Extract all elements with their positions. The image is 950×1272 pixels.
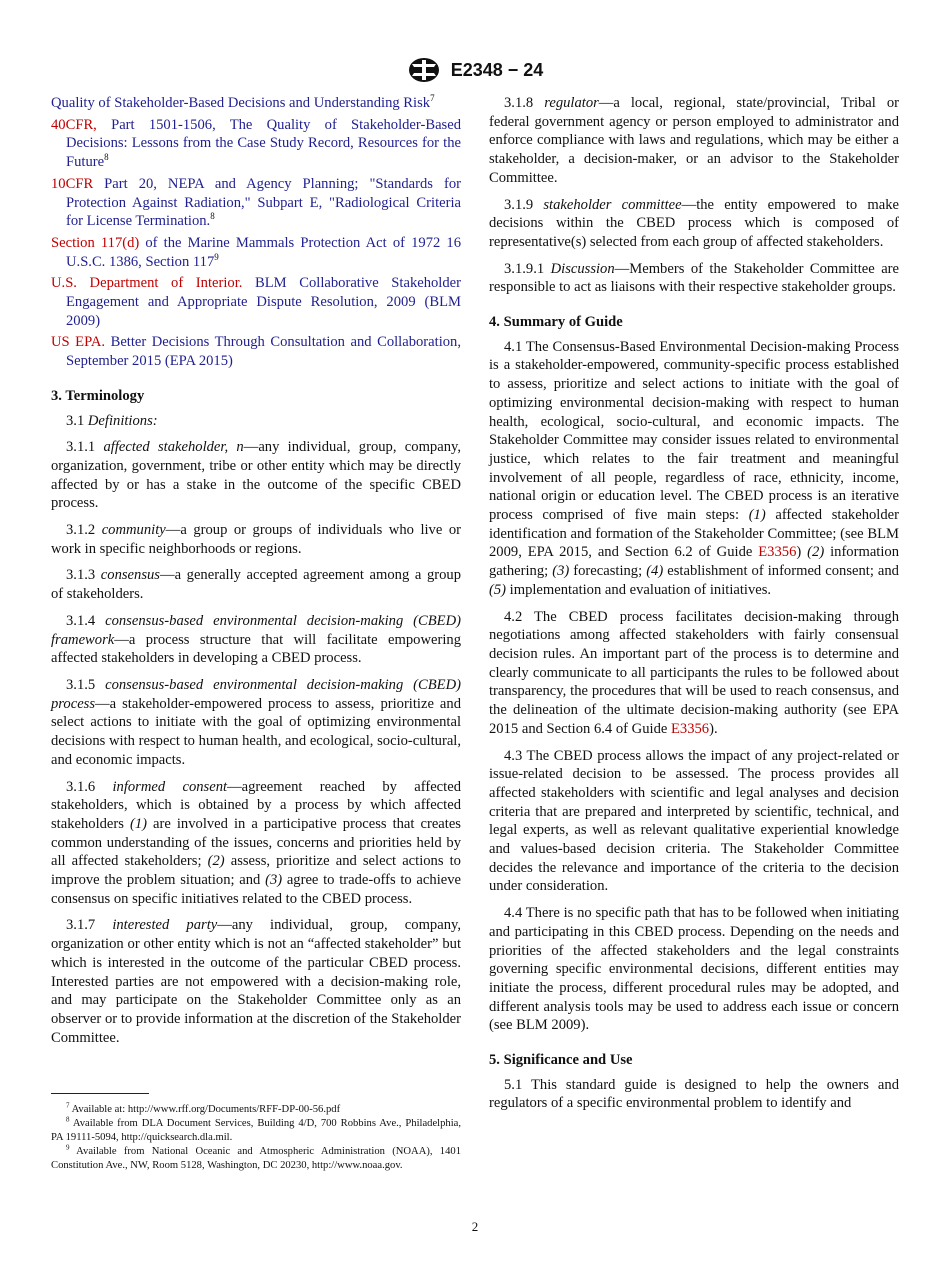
reference-item: Section 117(d) of the Marine Mammals Protection Act of 1972 16 U.S.C. 1386, Section $117^9$ bbox=[51, 234, 461, 270]
reference-link[interactable]: BLM Collaborative Stakeholder Engagement and Appropriate Dispute Resolution, 2009 (BLM 2009) bbox=[66, 275, 461, 329]
definition-paragraph: 3.1.8 regulator—a local, regional, state/provincial, Tribal or federal government agency or person employed to administrator and enforce compliance with laws and regulations, which may be either a stakeholder, a decision-maker, or an advisor to the Stakeholder Committee. bbox=[489, 95, 900, 186]
definition-paragraph: 3.1.7 interested party—any individual, group, company, organization or other entity which is not an “affected stakeholder” but which is interested in the outcome of the particular CBED process. Interested parties are not empowered with a decision-making role, and may participate on the Stakeholder Committee only as an observer or to provide information at the discretion of the Stakeholder Committee. bbox=[51, 917, 461, 1046]
discussion-paragraph: 3.1.9.1 Discussion—Members of the Stakeholder Committee are responsible to act as liaisons with their respective stakeholder groups. bbox=[489, 260, 900, 296]
body-paragraph: 5.1 This standard guide is designed to help the owners and regulators of a specific environmental problem to identify and bbox=[489, 1076, 899, 1112]
definition-paragraph: 3.1.4 consensus-based environmental decision-making (CBED) framework—a process structure that will facilitate empowering affected stakeholders in developing a CBED process. bbox=[51, 612, 461, 667]
body-paragraph: 4.1 The Consensus-Based Environmental Decision-making Process is a stakeholder-empowered, community-specific process established to assess, prioritize and select actions to initiate with the goal of optimizing environmental decision-making with respect to human health, ecological, socio-cultural, and economic impacts. The Stakeholder Committee may consider issues related to environmental justice, which relates to the fair treatment and meaningful involvement of all people, regardless of race, ethnicity, income, national origin or education level. The CBED process is an iterative process comprised of five main steps: (1) affected stakeholder identification and formation of the Stakeholder Committee; (see BLM 2009, EPA 2015, and Section 6.2 of Guide E3356) (2) information gathering; (3) forecasting; (4) establishment of informed consent; and (5) implementation and evaluation of initiatives. bbox=[489, 338, 899, 598]
reference-link[interactable]: Quality of Stakeholder-Based Decisions and Understanding Risk bbox=[51, 95, 431, 111]
section-heading: 3. Terminology bbox=[51, 387, 145, 404]
astm-logo-icon bbox=[407, 56, 441, 84]
footnote: $^7$ Available at: http://www.rff.org/Documents/RFF-DP-00-56.pdf bbox=[66, 1101, 341, 1115]
left-column bbox=[51, 94, 461, 1055]
reference-link[interactable]: Part 20, NEPA and Agency Planning; "Standards for Protection Against Radiation," Subpart E, "Radiological Criteria for License Termination. bbox=[66, 175, 461, 230]
definition-paragraph: 3.1.5 consensus-based environmental decision-making (CBED) process—a stakeholder-empowered process to assess, prioritize and select actions to initiate with the goal of optimizing environmental decisions with respect to human health, and ecological, socio-cultural, and economic impacts. bbox=[51, 676, 461, 768]
reference-code: 40CFR, bbox=[51, 116, 97, 133]
definition-paragraph: 3.1.2 community—a group or groups of individuals who live or work in specific neighborhoods or regions. bbox=[51, 522, 461, 557]
body-paragraph: 4.2 The CBED process facilitates decision-making through negotiations among affected stakeholders with fairly consensual decision rules. An important part of the process is to determine and clearly communicate to all participants the rules to be followed about transparency, the procedures that will be used to reach consensus, and the delineation of the ultimate decision-making authority (see EPA 2015 and Section 6.4 of Guide E3356). bbox=[489, 608, 899, 737]
reference-code: 10CFR bbox=[51, 175, 94, 192]
footnote: $^8$ Available from DLA Document Services, Building 4/D, 700 Robbins Ave., Philadelphia, PA 19111-5094, http://quicksearch.dla.mil. bbox=[51, 1115, 461, 1143]
definition-paragraph: 3.1.3 consensus—a generally accepted agreement among a group of stakeholders. bbox=[51, 567, 461, 603]
footnotes bbox=[51, 1103, 461, 1173]
page-number: 2 bbox=[471, 1219, 479, 1234]
page-header bbox=[0, 56, 950, 84]
reference-item: Quality of Stakeholder-Based Decisions and Understanding Risk$^7$ bbox=[51, 93, 435, 111]
reference-code: U.S. Department of Interior. bbox=[51, 275, 243, 292]
right-column bbox=[489, 94, 899, 1121]
definition-paragraph: 3.1.6 informed consent—agreement reached by affected stakeholders, which is obtained by a process by which affected stakeholders (1) are involved in a participative process that creates common understanding of the issues, concerns and priorities held by all affected stakeholders; (2) assess, prioritize and select actions to improve the problem situation; and (3) agree to trade-offs to achieve consensus on specific initiatives related to the CBED process. bbox=[51, 778, 461, 907]
standard-link[interactable]: E3356 bbox=[758, 544, 797, 561]
reference-item bbox=[51, 274, 461, 330]
definition-paragraph: 3.1.1 affected stakeholder, n—any individual, group, company, organization, government, tribe or other entity which may be directly affected by or has a stake in the outcome of the specific CBED process. bbox=[51, 439, 462, 512]
definition-paragraph: 3.1.9 stakeholder committee—the entity empowered to make decisions within the CBED process which is composed of representative(s) selected from each group of affected stakeholders. bbox=[489, 196, 899, 250]
standard-link[interactable]: E3356 bbox=[671, 720, 710, 737]
footnote-divider bbox=[51, 1093, 149, 1094]
reference-link[interactable]: Better Decisions Through Consultation and Collaboration, September 2015 (EPA 2015) bbox=[66, 334, 461, 370]
footnote: $^9$ Available from National Oceanic and Atmospheric Administration (NOAA), 1401 Constitution Ave., NW, Room 5128, Washington, DC 20230, http://www.noaa.gov. bbox=[51, 1143, 461, 1171]
section-heading: 4. Summary of Guide bbox=[489, 314, 623, 331]
reference-link[interactable]: of the Marine Mammals Protection Act of 1972 16 U.S.C. 1386, Section 117 bbox=[66, 234, 461, 270]
reference-code: Section 117(d) bbox=[51, 234, 140, 251]
reference-code: US EPA. bbox=[51, 334, 106, 351]
document-designation: E2348 − 24 bbox=[450, 59, 544, 80]
reference-link[interactable]: Part 1501-1506, The Quality of Stakeholder-Based Decisions: Lessons from the Case Study Record, Resources for the Future bbox=[66, 116, 461, 171]
body-paragraph: 4.3 The CBED process allows the impact of any project-related or issue-related decision to be assessed. The process provides all affected stakeholders with scientific and legal analyses and decision criteria that are prepared and interpreted by scientific, technical, and legal experts, as well as relevant qualitative experiential knowledge and values-based decision criteria. The Stakeholder Committee decides the relevance and importance of the criteria to the decision under consideration. bbox=[489, 747, 899, 895]
body-paragraph: 4.4 There is no specific path that has to be followed when initiating and participating in this CBED process. Depending on the needs and priorities of the affected stakeholders and the legal constraints governing specific environmental decisions, different entities may initiate the process, different procedural rules may be adopted, and different analysis tools may be used to address each issue or concern (see BLM 2009). bbox=[489, 905, 899, 1034]
definition-intro: 3.1 Definitions: bbox=[66, 412, 158, 429]
section-heading: 5. Significance and Use bbox=[489, 1052, 633, 1069]
reference-item: 40CFR, Part 1501-1506, The Quality of Stakeholder-Based Decisions: Lessons from the Case Study Record, Resources for the Future$^8$ bbox=[51, 116, 461, 171]
reference-item bbox=[51, 333, 461, 370]
reference-list bbox=[51, 94, 461, 371]
reference-item: 10CFR Part 20, NEPA and Agency Planning; "Standards for Protection Against Radiation," Subpart E, "Radiological Criteria for License Termination.$^8$ bbox=[51, 175, 461, 230]
